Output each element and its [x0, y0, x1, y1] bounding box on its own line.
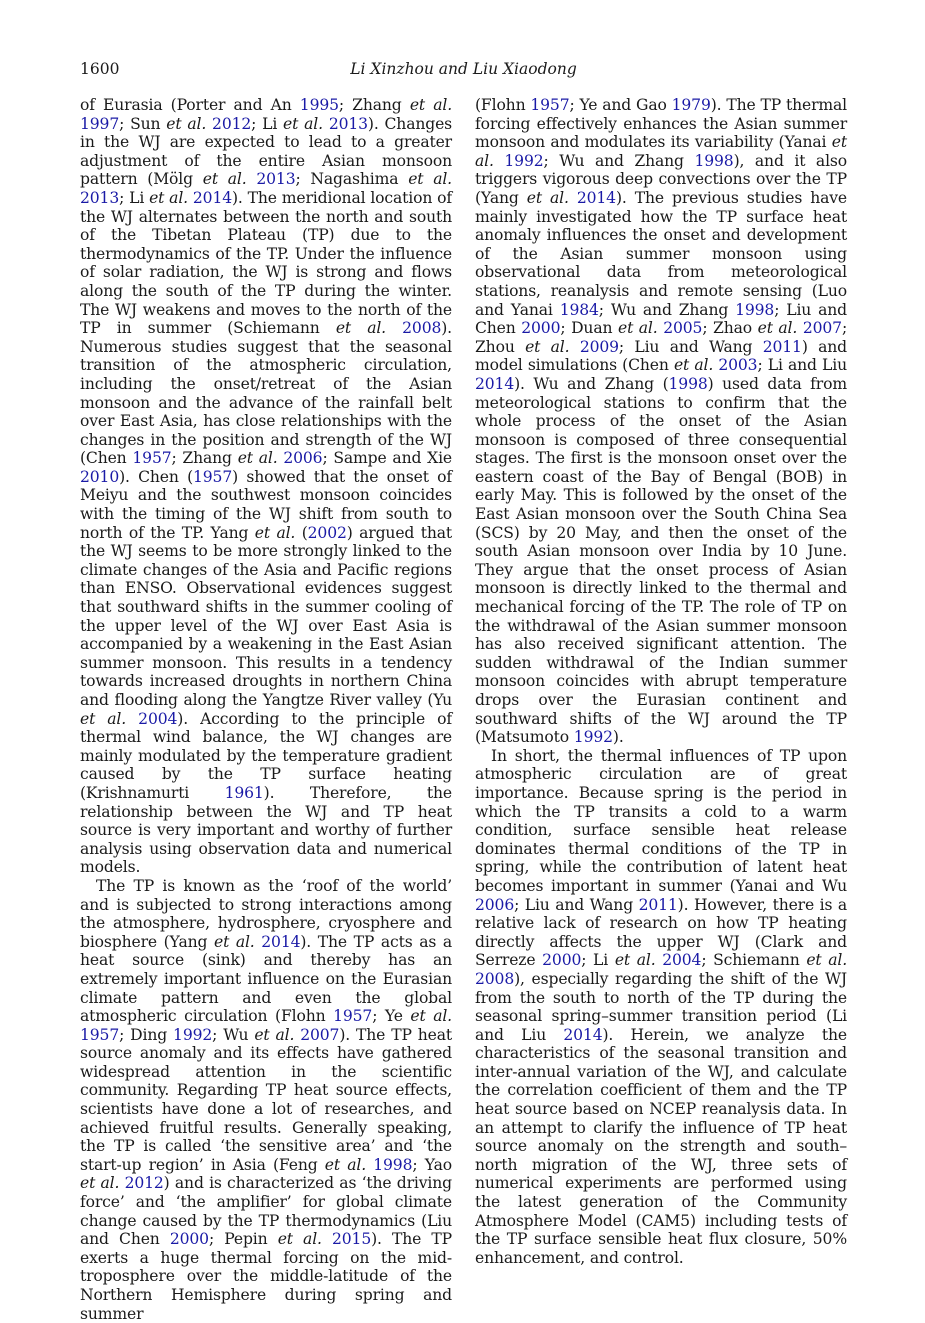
page-number: 1600: [80, 60, 120, 78]
body-paragraph: (Flohn 1957; Ye and Gao 1979). The TP thermal forcing effectively enhances the Asian summer monsoon and modulates its variability (Yanai et al. 1992; Wu and Zhang 1998), and it also triggers vigorous deep convections over the TP (Yang et al. 2014). The previous studies have mainly investigated how the TP surface heat anomaly influences the onset and development of the Asian summer monsoon using observational data from meteorological stations, reanalysis and remote sensing (Luo and Yanai 1984; Wu and Zhang 1998; Liu and Chen 2000; Duan et al. 2005; Zhao et al. 2007; Zhou et al. 2009; Liu and Wang 2011) and model simulations (Chen et al. 2003; Li and Liu 2014). Wu and Zhang (1998) used data from meteorological stations to confirm that the whole process of the onset of the Asian monsoon is composed of three consequential stages. The first is the monsoon onset over the eastern coast of the Bay of Bengal (BOB) in early May. This is followed by the onset of the East Asian monsoon over the South China Sea (SCS) by 20 May, and then the onset of the south Asian monsoon over India by 10 June. They argue that the onset process of Asian monsoon is directly linked to the thermal and mechanical forcing of the TP. The role of TP on the withdrawal of the Asian summer monsoon has also received significant attention. The sudden withdrawal of the Indian summer monsoon coincides with abrupt temperature drops over the Eurasian continent and southward shifts of the WJ around the TP (Matsumoto 1992).: [475, 96, 848, 747]
body-paragraph: In short, the thermal influences of TP upon atmospheric circulation are of great importance. Because spring is the period in which the TP transits a cold to a warm condition, surface sensible heat release dominates thermal conditions of the TP in spring, while the contribution of latent heat becomes important in summer (Yanai and Wu 2006; Liu and Wang 2011). However, there is a relative lack of research on how TP heating directly affects the upper WJ (Clark and Serreze 2000; Li et al. 2004; Schiemann et al. 2008), especially regarding the shift of the WJ from the south to north of the TP during the seasonal spring–summer transition period (Li and Liu 2014). Herein, we analyze the characteristics of the seasonal transition and inter-annual variation of the WJ, and calculate the correlation coefficient of them and the TP heat source based on NCEP reanalysis data. In an attempt to clarify the influence of TP heat source anomaly on the strength and south–north migration of the WJ, three sets of numerical experiments are performed using the latest generation of the Community Atmosphere Model (CAM5) including tests of the TP surface sensible heat flux closure, 50% enhancement, and control.: [475, 746, 848, 1267]
page-header: [80, 58, 847, 80]
left-column: [80, 96, 452, 1323]
right-column: [475, 96, 847, 1267]
running-head-authors: Li Xinzhou and Liu Xiaodong: [350, 60, 577, 78]
body-paragraph: The TP is known as the ‘roof of the world’ and is subjected to strong interactions among the atmosphere, hydrosphere, cryosphere and biosphere (Yang et al. 2014). The TP acts as a heat source (sink) and thereby has an extremely important influence on the Eurasian climate pattern and even the global atmospheric circulation (Flohn 1957; Ye et al. 1957; Ding 1992; Wu et al. 2007). The TP heat source anomaly and its effects have gathered widespread attention in the scientific community. Regarding TP heat source effects, scientists have done a lot of researches, and achieved fruitful results. Generally speaking, the TP is called ‘the sensitive area’ and ‘the start-up region’ in Asia (Feng et al. 1998; Yao et al. 2012) and is characterized as ‘the driving force’ and ‘the amplifier’ for global climate change caused by the TP thermodynamics (Liu and Chen 2000; Pepin et al. 2015). The TP exerts a huge thermal forcing on the mid-troposphere over the middle-latitude of the Northern Hemisphere during spring and summer: [80, 876, 453, 1323]
body-paragraph: of Eurasia (Porter and An 1995; Zhang et al. 1997; Sun et al. 2012; Li et al. 2013). Changes in the WJ are expected to lead to a greater adjustment of the entire Asian monsoon pattern (Mölg et al. 2013; Nagashima et al. 2013; Li et al. 2014). The meridional location of the WJ alternates between the north and south of the Tibetan Plateau (TP) due to the thermodynamics of the TP. Under the influence of solar radiation, the WJ is strong and flows along the south of the TP during the winter. The WJ weakens and moves to the north of the TP in summer (Schiemann et al. 2008). Numerous studies suggest that the seasonal transition of the atmospheric circulation, including the onset/retreat of the Asian monsoon and the advance of the rainfall belt over East Asia, has close relationships with the changes in the position and strength of the WJ (Chen 1957; Zhang et al. 2006; Sampe and Xie 2010). Chen (1957) showed that the onset of Meiyu and the southwest monsoon coincides with the timing of the WJ shift from south to north of the TP. Yang et al. (2002) argued that the WJ seems to be more strongly linked to the climate changes of the Asia and Pacific regions than ENSO. Observational evidences suggest that southward shifts in the summer cooling of the upper level of the WJ over East Asia is accompanied by a weakening in the East Asian summer monsoon. This results in a tendency towards increased droughts in northern China and flooding along the Yangtze River valley (Yu et al. 2004). According to the principle of thermal wind balance, the WJ changes are mainly modulated by the temperature gradient caused by the TP surface heating (Krishnamurti 1961). Therefore, the relationship between the WJ and TP heat source is very important and worthy of further analysis using observation data and numerical models.: [80, 96, 453, 877]
